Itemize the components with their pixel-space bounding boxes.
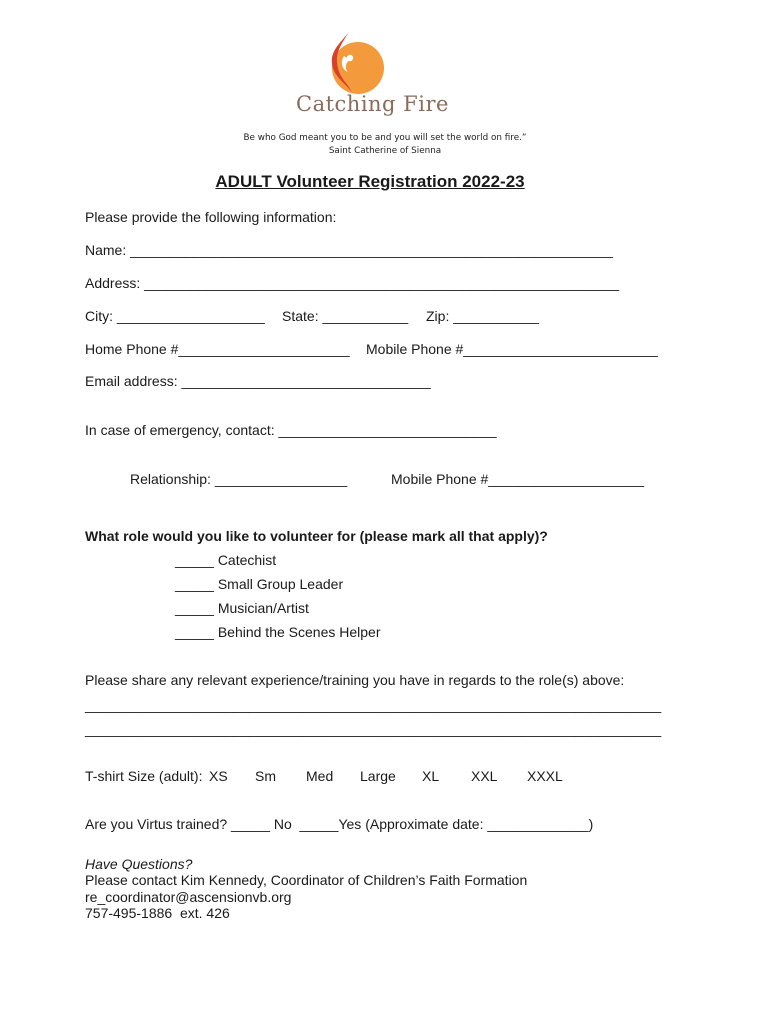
page-title: ADULT Volunteer Registration 2022-23	[215, 172, 525, 191]
tshirt-size-xl[interactable]: XL	[422, 768, 440, 784]
tshirt-size-xs[interactable]: XS	[209, 768, 228, 784]
zip-field[interactable]: Zip: ___________	[426, 308, 539, 324]
city-field[interactable]: City: ___________________	[85, 308, 265, 324]
role-option-musician-artist[interactable]: _____ Musician/Artist	[175, 600, 309, 616]
tshirt-size-xxl[interactable]: XXL	[471, 768, 498, 784]
quote-attribution: Saint Catherine of Sienna	[328, 146, 442, 156]
address-field[interactable]: Address: _____________________________________________________________	[85, 275, 620, 291]
tshirt-size-med[interactable]: Med	[306, 768, 334, 784]
contact-phone: 757-495-1886 ext. 426	[85, 905, 230, 921]
experience-prompt: Please share any relevant experience/training you have in regards to the role(s) above:	[85, 672, 625, 688]
role-option-catechist[interactable]: _____ Catechist	[175, 552, 277, 568]
home-phone-field[interactable]: Home Phone #______________________	[85, 341, 350, 357]
name-field[interactable]: Name: ______________________________________________________________	[85, 242, 613, 258]
contact-line: Please contact Kim Kennedy, Coordinator of Children’s Faith Formation	[85, 872, 528, 888]
state-field[interactable]: State: ___________	[282, 308, 409, 324]
logo-wordmark: Catching Fire	[296, 92, 449, 116]
tshirt-label: T-shirt Size (adult):	[85, 768, 203, 784]
role-option-behind-scenes[interactable]: _____ Behind the Scenes Helper	[175, 624, 381, 640]
email-field[interactable]: Email address: ________________________________	[85, 373, 431, 389]
contact-email[interactable]: re_coordinator@ascensionvb.org	[85, 889, 292, 905]
contact-heading: Have Questions?	[85, 856, 193, 872]
emergency-mobile-field[interactable]: Mobile Phone #____________________	[391, 471, 645, 487]
virtus-question[interactable]: Are you Virtus trained? _____ No _____Yes (Approximate date: _____________)	[85, 816, 594, 832]
flame-icon	[290, 26, 420, 96]
tshirt-size-sm[interactable]: Sm	[255, 768, 276, 784]
intro-text: Please provide the following information:	[85, 209, 337, 225]
tshirt-size-large[interactable]: Large	[360, 768, 396, 784]
mobile-phone-field[interactable]: Mobile Phone #_________________________	[366, 341, 658, 357]
emergency-contact-field[interactable]: In case of emergency, contact: ____________________________	[85, 422, 497, 438]
roles-question: What role would you like to volunteer for (please mark all that apply)?	[85, 528, 548, 544]
tshirt-size-xxxl[interactable]: XXXL	[527, 768, 563, 784]
experience-line[interactable]: __________________________________________________________________________	[85, 721, 662, 737]
relationship-field[interactable]: Relationship: _________________	[130, 471, 348, 487]
role-option-small-group-leader[interactable]: _____ Small Group Leader	[175, 576, 344, 592]
experience-line[interactable]: __________________________________________________________________________	[85, 697, 662, 713]
quote-line: Be who God meant you to be and you will set the world on fire.”	[243, 133, 527, 143]
